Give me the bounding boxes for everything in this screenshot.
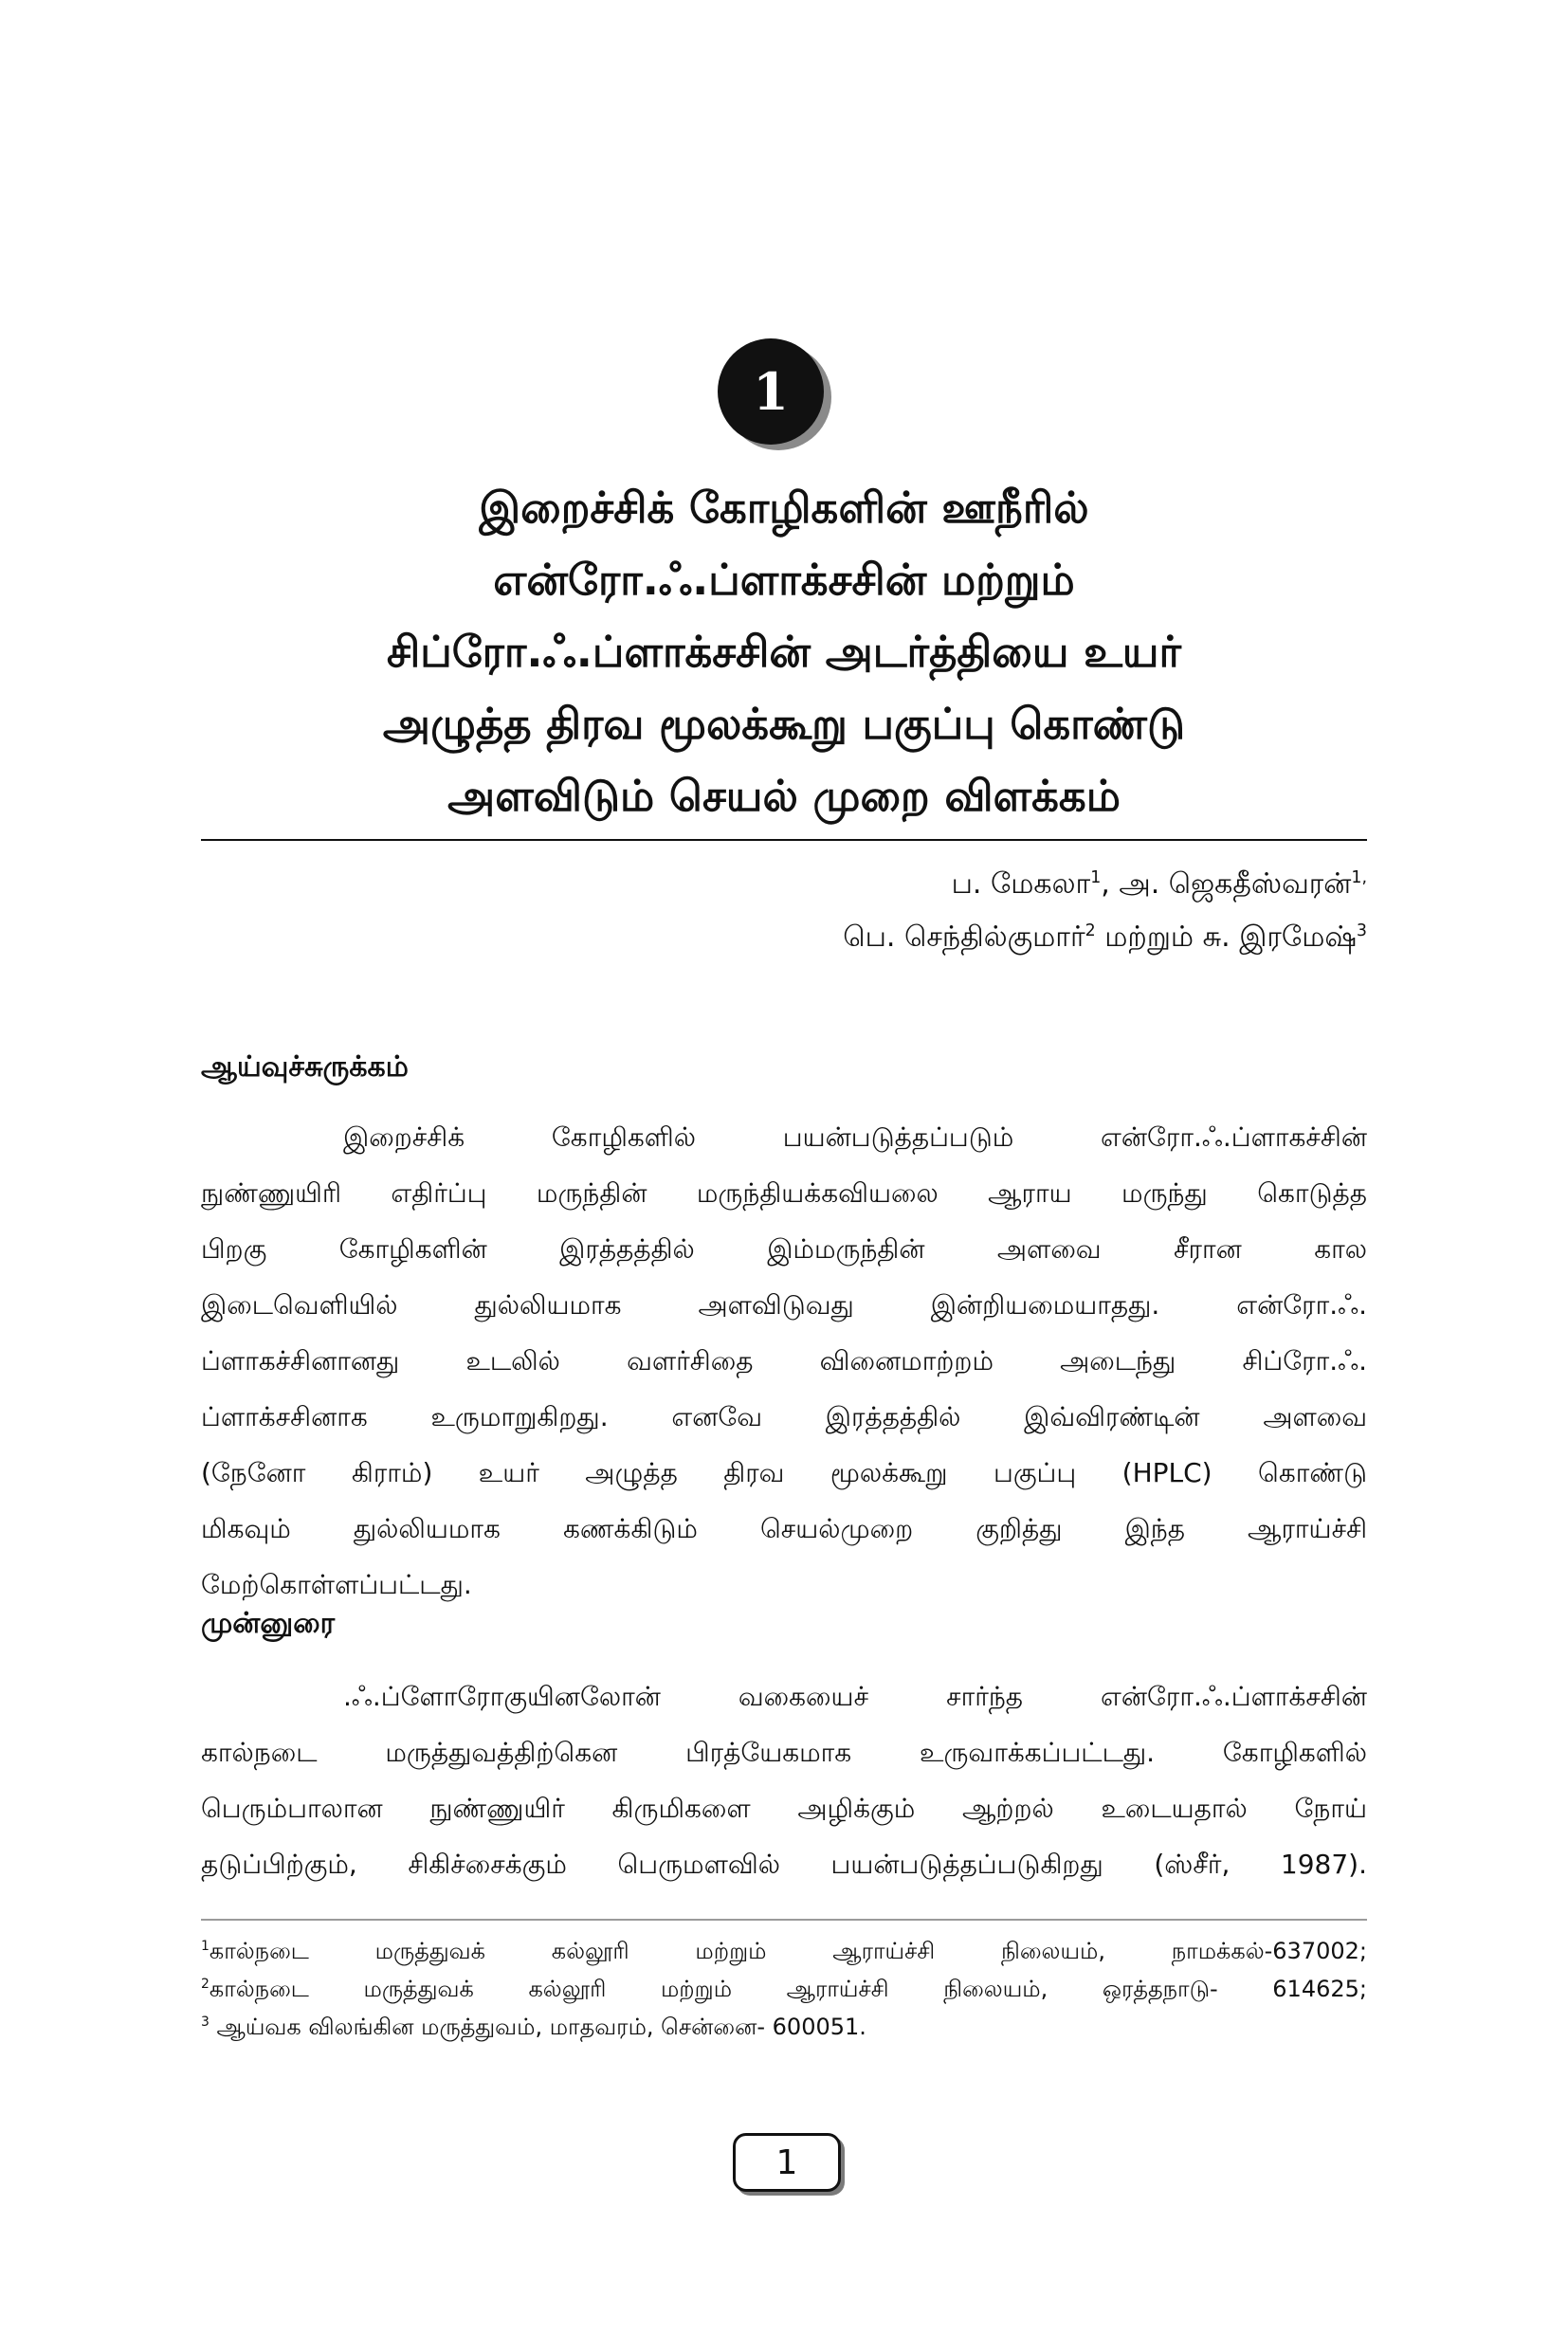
footnote: [201, 1970, 1367, 2008]
paragraph-line: கால்நடை மருத்துவத்திற்கென பிரத்யேகமாக உருவாக்கப்பட்டது. கோழிகளில்: [201, 1737, 1367, 1768]
paragraph-line: ப்ளாக்சசினாக உருமாறுகிறது. எனவே இரத்தத்தில் இவ்விரண்டின் அளவை: [201, 1401, 1367, 1432]
author-affiliation-mark: 3: [1356, 921, 1367, 940]
footnote-mark: 1: [201, 1939, 210, 1954]
author-name: சு. இரமேஷ்: [1202, 921, 1357, 954]
title-line: இறைச்சிக் கோழிகளின் ஊநீரில்: [479, 483, 1089, 533]
paragraph-line: தடுப்பிற்கும், சிகிச்சைக்கும் பெருமளவில் பயன்படுத்தப்படுகிறது (ஸ்சீர், 1987).: [201, 1849, 1367, 1880]
paragraph-line: இறைச்சிக் கோழிகளில் பயன்படுத்தப்படும் என்ரோ.ஃ.ப்ளாகச்சின்: [343, 1121, 1367, 1153]
footnote-divider: [201, 1919, 1367, 1921]
footnote-text: ஆய்வக விலங்கின மருத்துவம், மாதவரம், சென்னை- 600051.: [209, 2014, 866, 2040]
abstract-heading: ஆய்வுச்சுருக்கம்: [201, 1050, 409, 1084]
author-affiliation-mark: 1,: [1351, 868, 1367, 887]
paragraph-line: இடைவெளியில் துல்லியமாக அளவிடுவது இன்றியமையாதது. என்ரோ.ஃ.: [201, 1289, 1367, 1321]
paragraph-line: மிகவும் துல்லியமாக கணக்கிடும் செயல்முறை குறித்து இந்த ஆராய்ச்சி: [201, 1513, 1367, 1544]
paragraph-line: (நேனோ கிராம்) உயர் அழுத்த திரவ மூலக்கூறு பகுப்பு (HPLC) கொண்டு: [201, 1457, 1367, 1488]
paragraph-line: பெரும்பாலான நுண்ணுயிர் கிருமிகளை அழிக்கும் ஆற்றல் உடையதால் நோய்: [201, 1793, 1367, 1824]
author-separator: ,: [1101, 867, 1120, 901]
chapter-number-badge: [718, 338, 830, 450]
abstract-paragraph: [201, 1109, 1367, 1613]
article-title: [201, 472, 1367, 832]
paragraph-line: .ஃ.ப்ளோரோகுயினலோன் வகையைச் சார்ந்த என்ரோ.ஃ.ப்ளாக்சசின்: [343, 1681, 1367, 1712]
author-line: [201, 911, 1367, 964]
title-line: அழுத்த திரவ மூலக்கூறு பகுப்பு கொண்டு: [382, 699, 1186, 749]
title-line: என்ரோ.ஃ.ப்ளாக்சசின் மற்றும்: [493, 555, 1075, 605]
title-divider: [201, 839, 1367, 841]
footnotes: [201, 1932, 1367, 2046]
author-conjunction: மற்றும்: [1095, 921, 1203, 954]
footnote-mark: 3: [201, 2015, 210, 2030]
page-number: 1: [733, 2133, 841, 2192]
footnote-text: கால்நடை மருத்துவக் கல்லூரி மற்றும் ஆராய்ச்சி நிலையம், ஒரத்தநாடு- 614625;: [209, 1976, 1367, 2002]
author-list: [201, 858, 1367, 964]
intro-heading: முன்னுரை: [201, 1607, 336, 1640]
footnote-text: கால்நடை மருத்துவக் கல்லூரி மற்றும் ஆராய்ச்சி நிலையம், நாமக்கல்-637002;: [209, 1938, 1367, 1964]
paragraph-line: மேற்கொள்ளப்பட்டது.: [201, 1569, 472, 1600]
author-line: [201, 858, 1367, 911]
intro-paragraph: [201, 1668, 1367, 1892]
author-name: ப. மேகலா: [951, 867, 1091, 901]
paragraph-line: ப்ளாகச்சினானது உடலில் வளர்சிதை வினைமாற்றம் அடைந்து சிப்ரோ.ஃ.: [201, 1345, 1367, 1377]
paragraph-line: பிறகு கோழிகளின் இரத்தத்தில் இம்மருந்தின் அளவை சீரான கால: [201, 1233, 1367, 1265]
footnote-mark: 2: [201, 1977, 210, 1992]
author-name: பெ. செந்தில்குமார்: [843, 921, 1085, 954]
footnote: [201, 1932, 1367, 1970]
chapter-number: 1: [718, 338, 824, 445]
author-name: அ. ஜெகதீஸ்வரன்: [1119, 867, 1352, 901]
author-affiliation-mark: 2: [1085, 921, 1096, 940]
paragraph-line: நுண்ணுயிரி எதிர்ப்பு மருந்தின் மருந்தியக்கவியலை ஆராய மருந்து கொடுத்த: [201, 1177, 1367, 1209]
title-line: அளவிடும் செயல் முறை விளக்கம்: [447, 771, 1121, 821]
footnote: [201, 2008, 1367, 2046]
title-line: சிப்ரோ.ஃ.ப்ளாக்சசின் அடர்த்தியை உயர்: [386, 627, 1182, 677]
author-affiliation-mark: 1: [1090, 868, 1102, 887]
